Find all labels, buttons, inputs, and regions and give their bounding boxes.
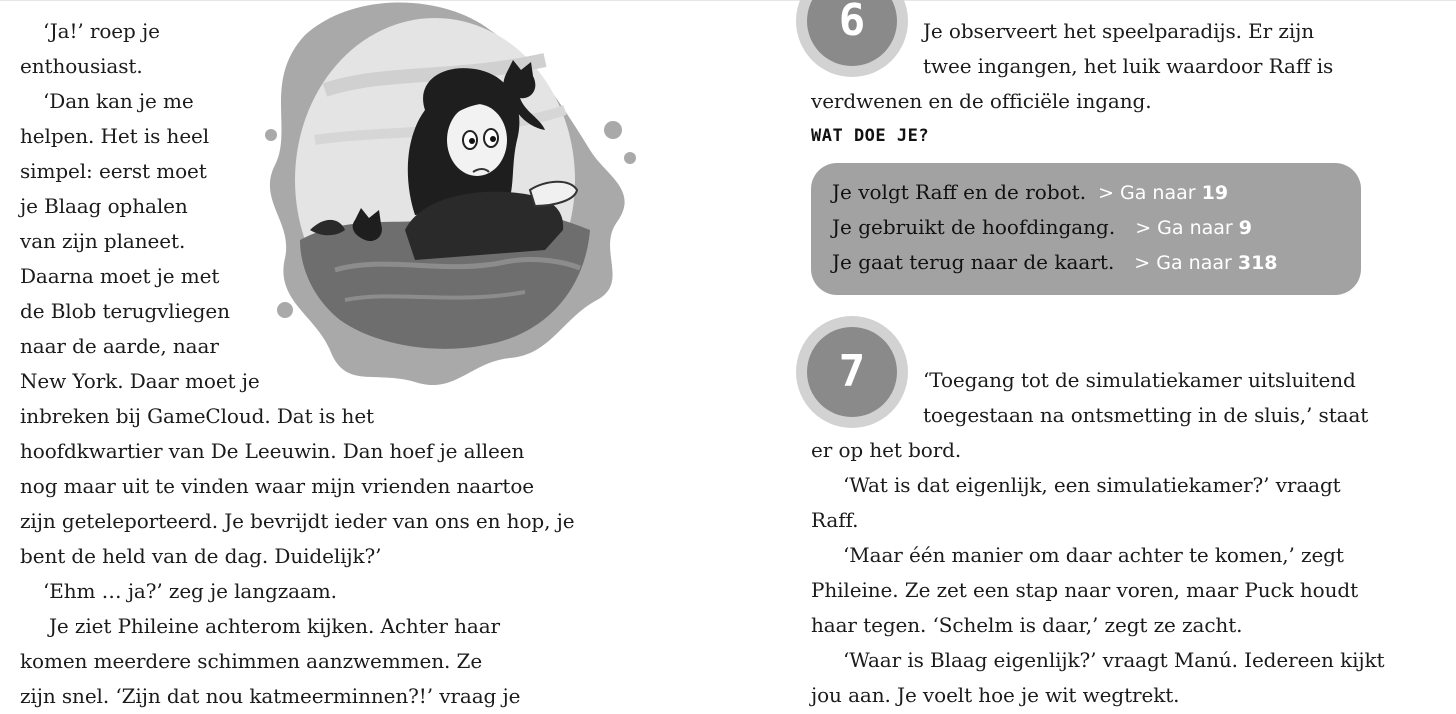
section-number: 6 <box>838 0 866 46</box>
goto-reference: > Ga naar 19 <box>1098 182 1229 204</box>
text-line: ‘Wat is dat eigenlijk, een simulatiekamer?’ vraagt <box>843 473 1341 497</box>
choice-option[interactable] <box>832 180 1228 205</box>
text-line: Je ziet Phileine achterom kijken. Achter haar <box>49 614 500 638</box>
text-line: komen meerdere schimmen aanzwemmen. Ze <box>20 649 483 673</box>
text-line: je Blaag ophalen <box>20 194 188 218</box>
text-line: haar tegen. ‘Schelm is daar,’ zegt ze zacht. <box>811 613 1243 637</box>
goto-reference: > Ga naar 318 <box>1134 252 1278 274</box>
text-line: ‘Ehm … ja?’ zeg je langzaam. <box>43 579 337 603</box>
goto-page-number: 19 <box>1201 182 1229 204</box>
text-line: ‘Maar één manier om daar achter te komen,’ zegt <box>843 543 1344 567</box>
portal-illustration <box>245 0 665 400</box>
text-line: toegestaan na ontsmetting in de sluis,’ staat <box>923 403 1369 427</box>
text-line: hoofdkwartier van De Leeuwin. Dan hoef je alleen <box>20 439 525 463</box>
goto-page-number: 9 <box>1238 217 1253 239</box>
text-line: ‘Ja!’ roep je <box>43 19 160 43</box>
text-line: Je observeert het speelparadijs. Er zijn <box>923 19 1315 43</box>
goto-reference: > Ga naar 9 <box>1135 217 1253 239</box>
text-line: Daarna moet je met <box>20 264 220 288</box>
text-line: naar de aarde, naar <box>20 334 219 358</box>
text-line: ‘Toegang tot de simulatiekamer uitsluitend <box>923 368 1356 392</box>
section-number-badge <box>796 316 908 428</box>
choice-text: Je volgt Raff en de robot. <box>832 180 1087 204</box>
choice-box <box>811 163 1361 295</box>
section-number-badge <box>796 0 908 77</box>
text-line: simpel: eerst moet <box>20 159 207 183</box>
text-line: enthousiast. <box>20 54 143 78</box>
text-line: bent de held van de dag. Duidelijk?’ <box>20 544 382 568</box>
choice-option[interactable] <box>832 250 1278 275</box>
text-line: zijn geteleporteerd. Je bevrijdt ieder van ons en hop, je <box>20 509 575 533</box>
text-line: twee ingangen, het luik waardoor Raff is <box>923 54 1334 78</box>
choice-heading: WAT DOE JE? <box>811 126 930 146</box>
text-line: nog maar uit te vinden waar mijn vrienden naartoe <box>20 474 535 498</box>
text-line: van zijn planeet. <box>20 229 186 253</box>
text-line: zijn snel. ‘Zijn dat nou katmeerminnen?!’ vraag je <box>20 684 521 708</box>
text-line: Phileine. Ze zet een stap naar voren, maar Puck houdt <box>811 578 1359 602</box>
choice-text: Je gebruikt de hoofdingang. <box>832 215 1116 239</box>
text-line: ‘Dan kan je me <box>43 89 194 113</box>
page-top-border <box>0 0 1456 1</box>
section-number: 7 <box>838 346 866 397</box>
text-line: Raff. <box>811 508 859 532</box>
text-line: de Blob terugvliegen <box>20 299 230 323</box>
goto-page-number: 318 <box>1237 252 1278 274</box>
badge-circle <box>807 327 897 417</box>
text-line: verdwenen en de officiële ingang. <box>811 89 1152 113</box>
text-line: helpen. Het is heel <box>20 124 210 148</box>
text-line: inbreken bij GameCloud. Dat is het <box>20 404 374 428</box>
text-line: er op het bord. <box>811 438 962 462</box>
text-line: New York. Daar moet je <box>20 369 260 393</box>
text-line: jou aan. Je voelt hoe je wit wegtrekt. <box>811 683 1180 707</box>
text-line: ‘Waar is Blaag eigenlijk?’ vraagt Manú. Iedereen kijkt <box>843 648 1385 672</box>
choice-option[interactable] <box>832 215 1252 240</box>
choice-text: Je gaat terug naar de kaart. <box>832 250 1115 274</box>
badge-circle <box>807 0 897 66</box>
